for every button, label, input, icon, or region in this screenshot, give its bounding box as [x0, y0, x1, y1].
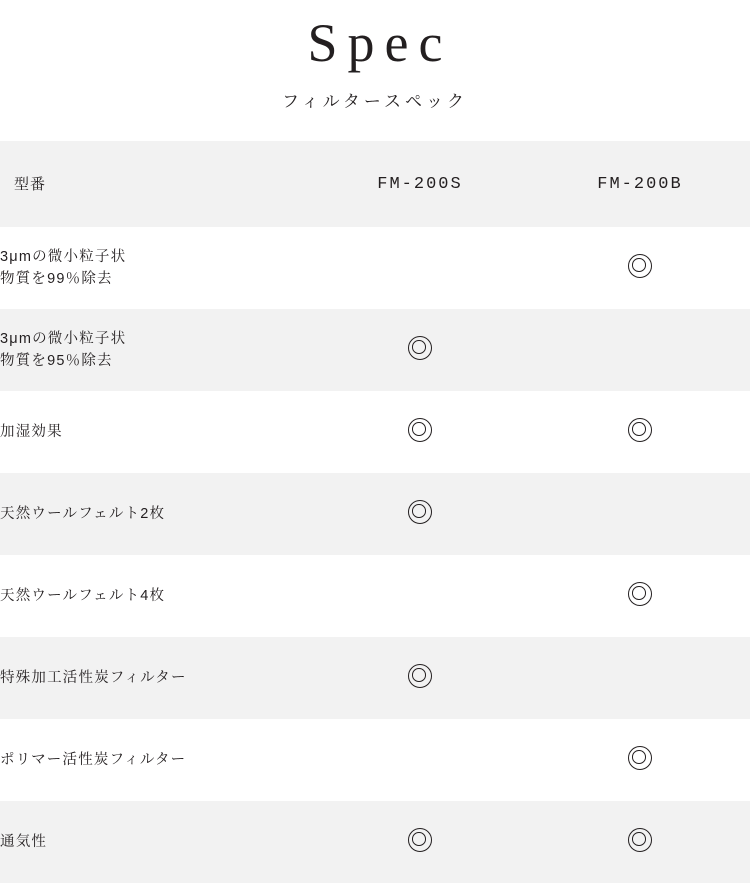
table-row: [0, 309, 750, 391]
table-header-row: [0, 141, 750, 227]
double-circle-icon: [408, 336, 432, 360]
page-subtitle: フィルタースペック: [281, 92, 469, 112]
feature-label: [0, 391, 310, 473]
mark-cell-fm200s: [310, 391, 530, 473]
feature-line: 通気性: [0, 834, 48, 851]
mark-cell-fm200b: [530, 473, 750, 555]
double-circle-icon: [628, 746, 652, 770]
mark-cell-fm200s: [310, 801, 530, 883]
table-row: [0, 801, 750, 883]
feature-label: [0, 801, 310, 883]
table-row: [0, 227, 750, 309]
feature-line: 特殊加工活性炭フィルター: [0, 670, 187, 687]
empty-mark: [629, 665, 651, 687]
table-row: [0, 637, 750, 719]
feature-label: [0, 637, 310, 719]
table-row: [0, 555, 750, 637]
column-header-fm200b: FM-200B: [597, 174, 683, 194]
page-header: [0, 0, 750, 112]
feature-line: 物質を95％除去: [0, 353, 113, 370]
double-circle-icon: [408, 418, 432, 442]
mark-cell-fm200s: [310, 309, 530, 391]
double-circle-icon: [628, 254, 652, 278]
mark-cell-fm200s: [310, 555, 530, 637]
feature-line: 天然ウールフェルト2枚: [0, 506, 166, 523]
feature-label: [0, 719, 310, 801]
mark-cell-fm200s: [310, 227, 530, 309]
double-circle-icon: [408, 664, 432, 688]
column-header-fm200s: FM-200S: [377, 174, 463, 194]
mark-cell-fm200s: [310, 637, 530, 719]
table-row: [0, 719, 750, 801]
table-row: [0, 391, 750, 473]
mark-cell-fm200b: [530, 555, 750, 637]
mark-cell-fm200s: [310, 473, 530, 555]
feature-label: [0, 309, 310, 391]
empty-mark: [629, 337, 651, 359]
table-row: [0, 473, 750, 555]
feature-label: [0, 473, 310, 555]
empty-mark: [409, 583, 431, 605]
feature-line: ポリマー活性炭フィルター: [0, 752, 187, 769]
mark-cell-fm200b: [530, 227, 750, 309]
double-circle-icon: [408, 500, 432, 524]
feature-label: [0, 555, 310, 637]
double-circle-icon: [628, 828, 652, 852]
mark-cell-fm200b: [530, 801, 750, 883]
double-circle-icon: [628, 582, 652, 606]
mark-cell-fm200s: [310, 719, 530, 801]
spec-comparison-table: [0, 141, 750, 883]
feature-line: 加湿効果: [0, 424, 63, 441]
feature-line: 3μmの微小粒子状: [0, 248, 127, 265]
feature-line: 物質を99％除去: [0, 271, 113, 288]
feature-label: [0, 227, 310, 309]
empty-mark: [629, 501, 651, 523]
mark-cell-fm200b: [530, 309, 750, 391]
double-circle-icon: [628, 418, 652, 442]
page-title: Spec: [307, 13, 453, 73]
mark-cell-fm200b: [530, 719, 750, 801]
feature-line: 3μmの微小粒子状: [0, 330, 127, 347]
mark-cell-fm200b: [530, 637, 750, 719]
double-circle-icon: [408, 828, 432, 852]
feature-line: 天然ウールフェルト4枚: [0, 588, 166, 605]
column-header-feature: 型番: [14, 175, 47, 193]
mark-cell-fm200b: [530, 391, 750, 473]
empty-mark: [409, 255, 431, 277]
empty-mark: [409, 747, 431, 769]
